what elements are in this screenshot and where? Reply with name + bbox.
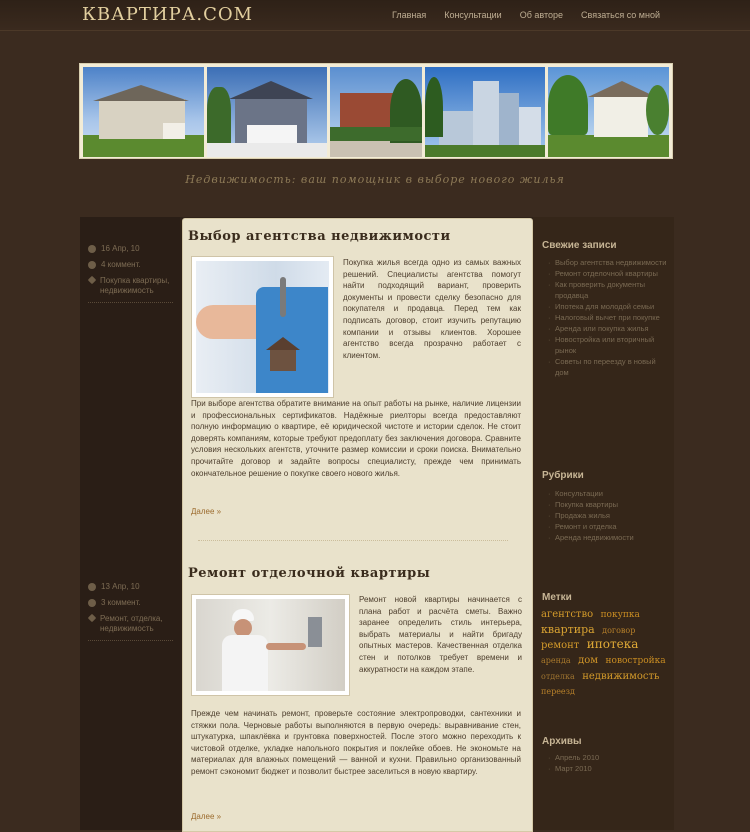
nav-consultations[interactable]: Консультации xyxy=(444,10,502,20)
archive-link[interactable]: · Март 2010 xyxy=(548,763,668,774)
recent-post-link[interactable]: · Аренда или покупка жилья xyxy=(548,323,668,334)
read-more-link[interactable]: Далее » xyxy=(191,507,222,516)
categories-heading: Рубрики xyxy=(542,470,584,481)
category-link[interactable]: · Ремонт и отделка xyxy=(548,521,668,532)
tag-icon xyxy=(88,276,96,284)
archives-heading: Архивы xyxy=(542,736,582,747)
tag-link[interactable]: отделка xyxy=(541,672,575,681)
post-body: Прежде чем начинать ремонт, проверьте состояние электропроводки, сантехники и стяжки пола. Черновые работы выполняются в первую очередь: выравнивание стен, штукатурка, шпаклёвка и грунтовка поверхностей. После этого можно переходить к чистовой отделке, укладке напольного покрытия и поклейке обоев. Не экономьте на материалах для влажных помещений — ванной и кухни. Правильно организованный ремонт сэкономит бюджет и позволит быстрее заселиться в новую квартиру. xyxy=(191,709,521,776)
archives-list xyxy=(548,752,668,774)
post-date: 13 Апр, 10 xyxy=(101,582,140,591)
category-link[interactable]: · Продажа жилья xyxy=(548,510,668,521)
recent-posts-list xyxy=(548,257,668,378)
recent-post-link[interactable]: · Как проверить документы продавца xyxy=(548,279,668,301)
post-comments-link[interactable]: 4 коммент. xyxy=(101,260,141,269)
recent-posts-heading: Свежие записи xyxy=(542,240,617,251)
post-excerpt: Покупка жилья всегда одно из самых важных решений. Специалисты агентства помогут найти подходящий вариант, проверить документы и провести сделку безопасно для покупателя и продавца. Перед тем как подписать договор, стоит изучить репутацию компании и отзывы клиентов. Хорошее агентство всегда прозрачно работает с клиентом. xyxy=(343,258,521,360)
nav-home[interactable]: Главная xyxy=(391,10,427,20)
recent-post-link[interactable]: · Советы по переезду в новый дом xyxy=(548,356,668,378)
post-date: 16 Апр, 10 xyxy=(101,244,140,253)
post-title[interactable]: Ремонт отделочной квартиры xyxy=(188,566,431,581)
tag-link[interactable]: ремонт xyxy=(541,640,580,651)
comment-icon xyxy=(88,261,96,269)
tag-link[interactable]: переезд xyxy=(541,687,575,696)
post-comments-link[interactable]: 3 коммент. xyxy=(101,598,141,607)
site-tagline: Недвижимость: ваш помощник в выборе нового жилья xyxy=(185,173,565,186)
banner-photo-house-4 xyxy=(548,67,669,157)
tag-link[interactable]: покупка xyxy=(600,610,640,620)
clock-icon xyxy=(88,583,96,591)
nav-contact[interactable]: Связаться со мной xyxy=(581,10,660,20)
nav-about[interactable]: Об авторе xyxy=(519,10,564,20)
recent-post-link[interactable]: · Налоговый вычет при покупке xyxy=(548,312,668,323)
category-link[interactable]: · Консультации xyxy=(548,488,668,499)
meta-divider xyxy=(88,640,173,641)
tag-link[interactable]: недвижимость xyxy=(582,671,660,682)
tag-link[interactable]: аренда xyxy=(541,656,571,665)
post-excerpt: Ремонт новой квартиры начинается с плана работ и расчёта сметы. Важно заранее определить стиль интерьера, выбрать материалы и найти бригаду опытных мастеров. Качественная отделка стен и потолков требует времени и аккуратности на каждом этапе. xyxy=(359,595,522,674)
tags-heading: Метки xyxy=(542,592,572,603)
post-divider xyxy=(198,540,508,541)
recent-post-link[interactable]: · Новостройка или вторичный рынок xyxy=(548,334,668,356)
banner-photo-house-1 xyxy=(83,67,204,157)
main-navigation xyxy=(392,0,750,30)
post-title[interactable]: Выбор агентства недвижимости xyxy=(188,229,451,244)
category-link[interactable]: · Аренда недвижимости xyxy=(548,532,668,543)
comment-icon xyxy=(88,599,96,607)
site-logo[interactable]: КВАРТИРА.COM xyxy=(82,4,254,25)
post-thumbnail[interactable] xyxy=(191,256,334,398)
banner-photo-house-3 xyxy=(330,67,422,157)
tag-link[interactable]: квартира xyxy=(541,623,595,636)
tag-link[interactable]: ипотека xyxy=(586,637,639,651)
category-link[interactable]: · Покупка квартиры xyxy=(548,499,668,510)
post-tags[interactable]: Покупка квартиры, недвижимость xyxy=(100,276,170,295)
recent-post-link[interactable]: · Ипотека для молодой семьи xyxy=(548,301,668,312)
tag-cloud xyxy=(541,606,669,698)
top-bar xyxy=(0,0,750,31)
meta-divider xyxy=(88,302,173,303)
archive-link[interactable]: · Апрель 2010 xyxy=(548,752,668,763)
post-body: При выборе агентства обратите внимание на опыт работы на рынке, наличие лицензии и профессиональных сертификатов. Надёжные риелторы всегда предоставляют полную информацию о квартире, её юридической чистоте и истории сделок. Не стоит доверять компаниям, которые требуют предоплату без заключения договора. Сравните условия нескольких агентств, уточните размер комиссии и сроки поиска. Внимательно прочитайте договор и задайте вопросы специалисту, прежде чем принимать окончательное решение о покупке своего нового жилья. xyxy=(191,399,521,478)
tag-link[interactable]: дом xyxy=(578,655,599,666)
post-meta xyxy=(88,582,173,647)
banner-photo-building xyxy=(425,67,546,157)
clock-icon xyxy=(88,245,96,253)
banner-photo-house-2 xyxy=(207,67,328,157)
post-thumbnail[interactable] xyxy=(191,594,350,696)
categories-list xyxy=(548,488,668,543)
tag-link[interactable]: агентство xyxy=(541,609,594,620)
recent-post-link[interactable]: · Ремонт отделочной квартиры xyxy=(548,268,668,279)
header-banner xyxy=(79,63,673,159)
read-more-link[interactable]: Далее » xyxy=(191,812,222,821)
post-meta xyxy=(88,244,173,309)
tag-link[interactable]: договор xyxy=(602,626,636,635)
recent-post-link[interactable]: · Выбор агентства недвижимости xyxy=(548,257,668,268)
tag-icon xyxy=(88,614,96,622)
tag-link[interactable]: новостройка xyxy=(605,656,666,666)
post-tags[interactable]: Ремонт, отделка, недвижимость xyxy=(100,614,163,633)
